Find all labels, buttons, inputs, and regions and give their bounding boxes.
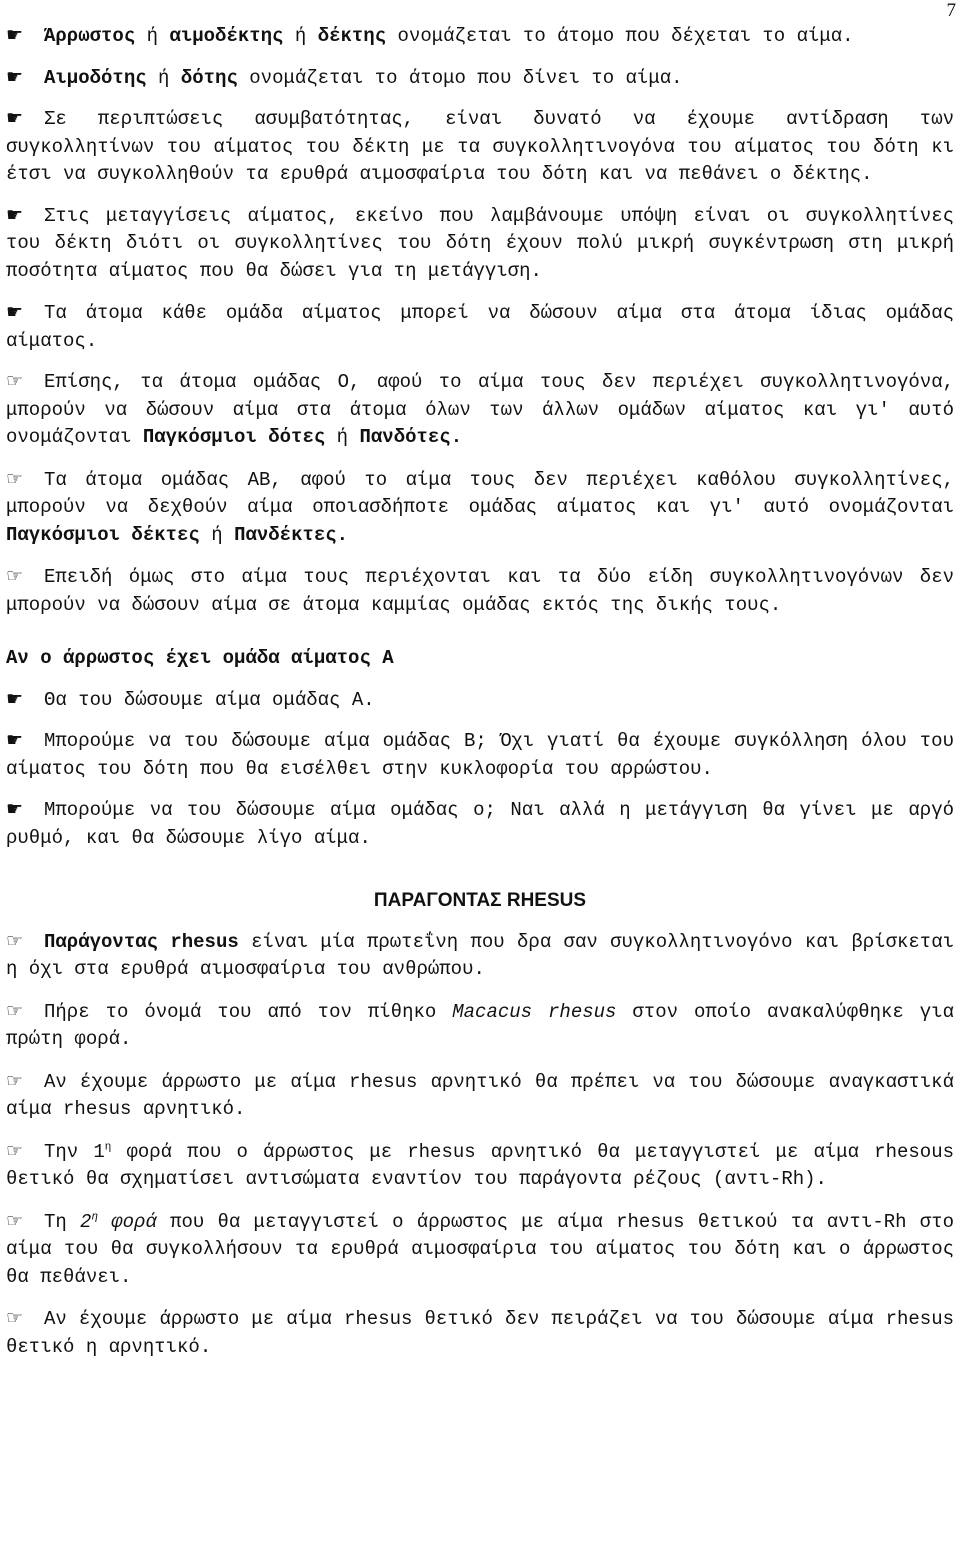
paragraph-same-group: ☛ Τα άτομα κάθε ομάδα αίματος μπορεί να δώσουν αίμα στα άτομα ίδιας ομάδας αίματος. [6,301,954,352]
paragraph-give-group-b: ☛ Μπορούμε να του δώσουμε αίμα ομάδας Β; Όχι γιατί θα έχουμε συγκόλληση όλου του αίματος του δότη που θα εισέλθει στην κυκλοφορία του αρρώστου. [6,729,954,780]
paragraph-recipient-definition: ☛ Άρρωστος ή αιμοδέκτης ή δέκτης ονομάζεται το άτομο που δέχεται το αίμα. [6,22,954,51]
pointing-hand-outline-icon: ☞ [6,1139,24,1162]
pointing-hand-icon: ☛ [6,301,24,323]
pointing-hand-outline-icon: ☞ [6,565,24,587]
subheading-group-a: Αν ο άρρωστος έχει ομάδα αίματος Α [6,647,394,669]
paragraph-give-group-a: ☛ Θα του δώσουμε αίμα ομάδας Α. [6,686,954,715]
paragraph-universal-recipients: ☞ Τα άτομα ομάδας ΑΒ, αφού το αίμα τους δεν περιέχει καθόλου συγκολλητίνες, μπορούν να δεχθούν αίμα οποιασδήποτε ομάδας αίματος και γι' αυτό ονομάζονται Παγκόσμιοι δέκτες ή Πανδέκτες. [6,467,954,546]
heading-rhesus-factor: ΠΑΡΑΓΟΝΤΑΣ RHESUS [373,890,587,911]
paragraph-first-transfusion: ☞ Την $1^\eta$ φορά που ο άρρωστος με rhesus αρνητικό θα μεταγγιστεί με αίμα rhesous θετικό θα σχηματίσει αντισώματα εναντίον του παράγοντα ρέζους (αντι-Rh). [6,1139,954,1190]
paragraph-transfusion-agglutinins: ☛ Στις μεταγγίσεις αίματος, εκείνο που λαμβάνουμε υπόψη είναι οι συγκολλητίνες του δέκτη διότι οι συγκολλητίνες του δότη έχουν πολύ μικρή συγκέντρωση στη μικρή ποσότητα αίματος που θα δώσει για τη μετάγγιση. [6,203,954,282]
paragraph-rhesus-name-origin: ☞ Πήρε το όνομά του από τον πίθηκο Macacus rhesus στον οποίο ανακαλύφθηκε για πρώτη φορά. [6,999,954,1050]
paragraph-rhesus-positive: ☞ Αν έχουμε άρρωστο με αίμα rhesus θετικό δεν πειράζει να του δώσουμε αίμα rhesus θετικό η αρνητικό. [6,1307,954,1358]
pointing-hand-icon: ☛ [6,24,24,46]
pointing-hand-outline-icon: ☞ [6,1069,24,1092]
paragraph-give-group-o: ☛ Μπορούμε να του δώσουμε αίμα ομάδας ο; Ναι αλλά η μετάγγιση θα γίνει με αργό ρυθμό, και θα δώσουμε λίγο αίμα. [6,798,954,849]
pointing-hand-outline-icon: ☞ [6,370,24,392]
pointing-hand-outline-icon: ☞ [6,467,24,490]
paragraph-donor-definition: ☛ Αιμοδότης ή δότης ονομάζεται το άτομο που δίνει το αίμα. [6,64,954,93]
pointing-hand-icon: ☛ [6,729,24,751]
pointing-hand-icon: ☛ [6,65,24,88]
pointing-hand-icon: ☛ [6,687,24,710]
paragraph-rhesus-negative: ☞ Αν έχουμε άρρωστο με αίμα rhesus αρνητικό θα πρέπει να του δώσουμε αναγκαστικά αίμα rhesus αρνητικό. [6,1069,954,1120]
paragraph-ab-restriction: ☞ Επειδή όμως στο αίμα τους περιέχονται και τα δύο είδη συγκολλητινογόνων δεν μπορούν να δώσουν αίμα σε άτομα καμμίας ομάδας εκτός της δικής τους. [6,565,954,616]
paragraph-incompatibility: ☛ Σε περιπτώσεις ασυμβατότητας, είναι δυνατό να έχουμε αντίδραση των συγκολλητίνων του αίματος του δέκτη με τα συγκολλητινογόνα του αίματος του δότη κι έτσι να συγκολληθούν τα ερυθρά αιμοσφαίρια του δότη και να πεθάνει ο δέκτης. [6,107,954,185]
pointing-hand-icon: ☛ [6,203,24,226]
page-number: 7 [946,0,956,21]
pointing-hand-outline-icon: ☞ [6,1307,24,1329]
paragraph-universal-donors: ☞ Επίσης, τα άτομα ομάδας Ο, αφού το αίμα τους δεν περιέχει συγκολλητινογόνα, μπορούν να δώσουν αίμα στα άτομα όλων των άλλων ομάδων αίματος και γι' αυτό ονομάζονται Παγκόσμιοι δότες ή Πανδότες. [6,370,954,448]
paragraph-rhesus-definition: ☞ Παράγοντας rhesus είναι μία πρωτεΐνη που δρα σαν συγκολλητινογόνο και βρίσκεται η όχι στα ερυθρά αιμοσφαίρια του ανθρώπου. [6,929,954,980]
pointing-hand-icon: ☛ [6,107,24,129]
paragraph-second-transfusion: ☞ Τη $2^\eta$ φορά που θα μεταγγιστεί ο άρρωστος με αίμα rhesus θετικού τα αντι-Rh στο αίμα του θα συγκολλήσουν τα ερυθρά αιμοσφαίρια του αίματος του δότη και ο άρρωστος θα πεθάνει. [6,1209,954,1288]
pointing-hand-outline-icon: ☞ [6,929,24,952]
pointing-hand-outline-icon: ☞ [6,1209,24,1232]
pointing-hand-icon: ☛ [6,798,24,820]
pointing-hand-outline-icon: ☞ [6,999,24,1022]
